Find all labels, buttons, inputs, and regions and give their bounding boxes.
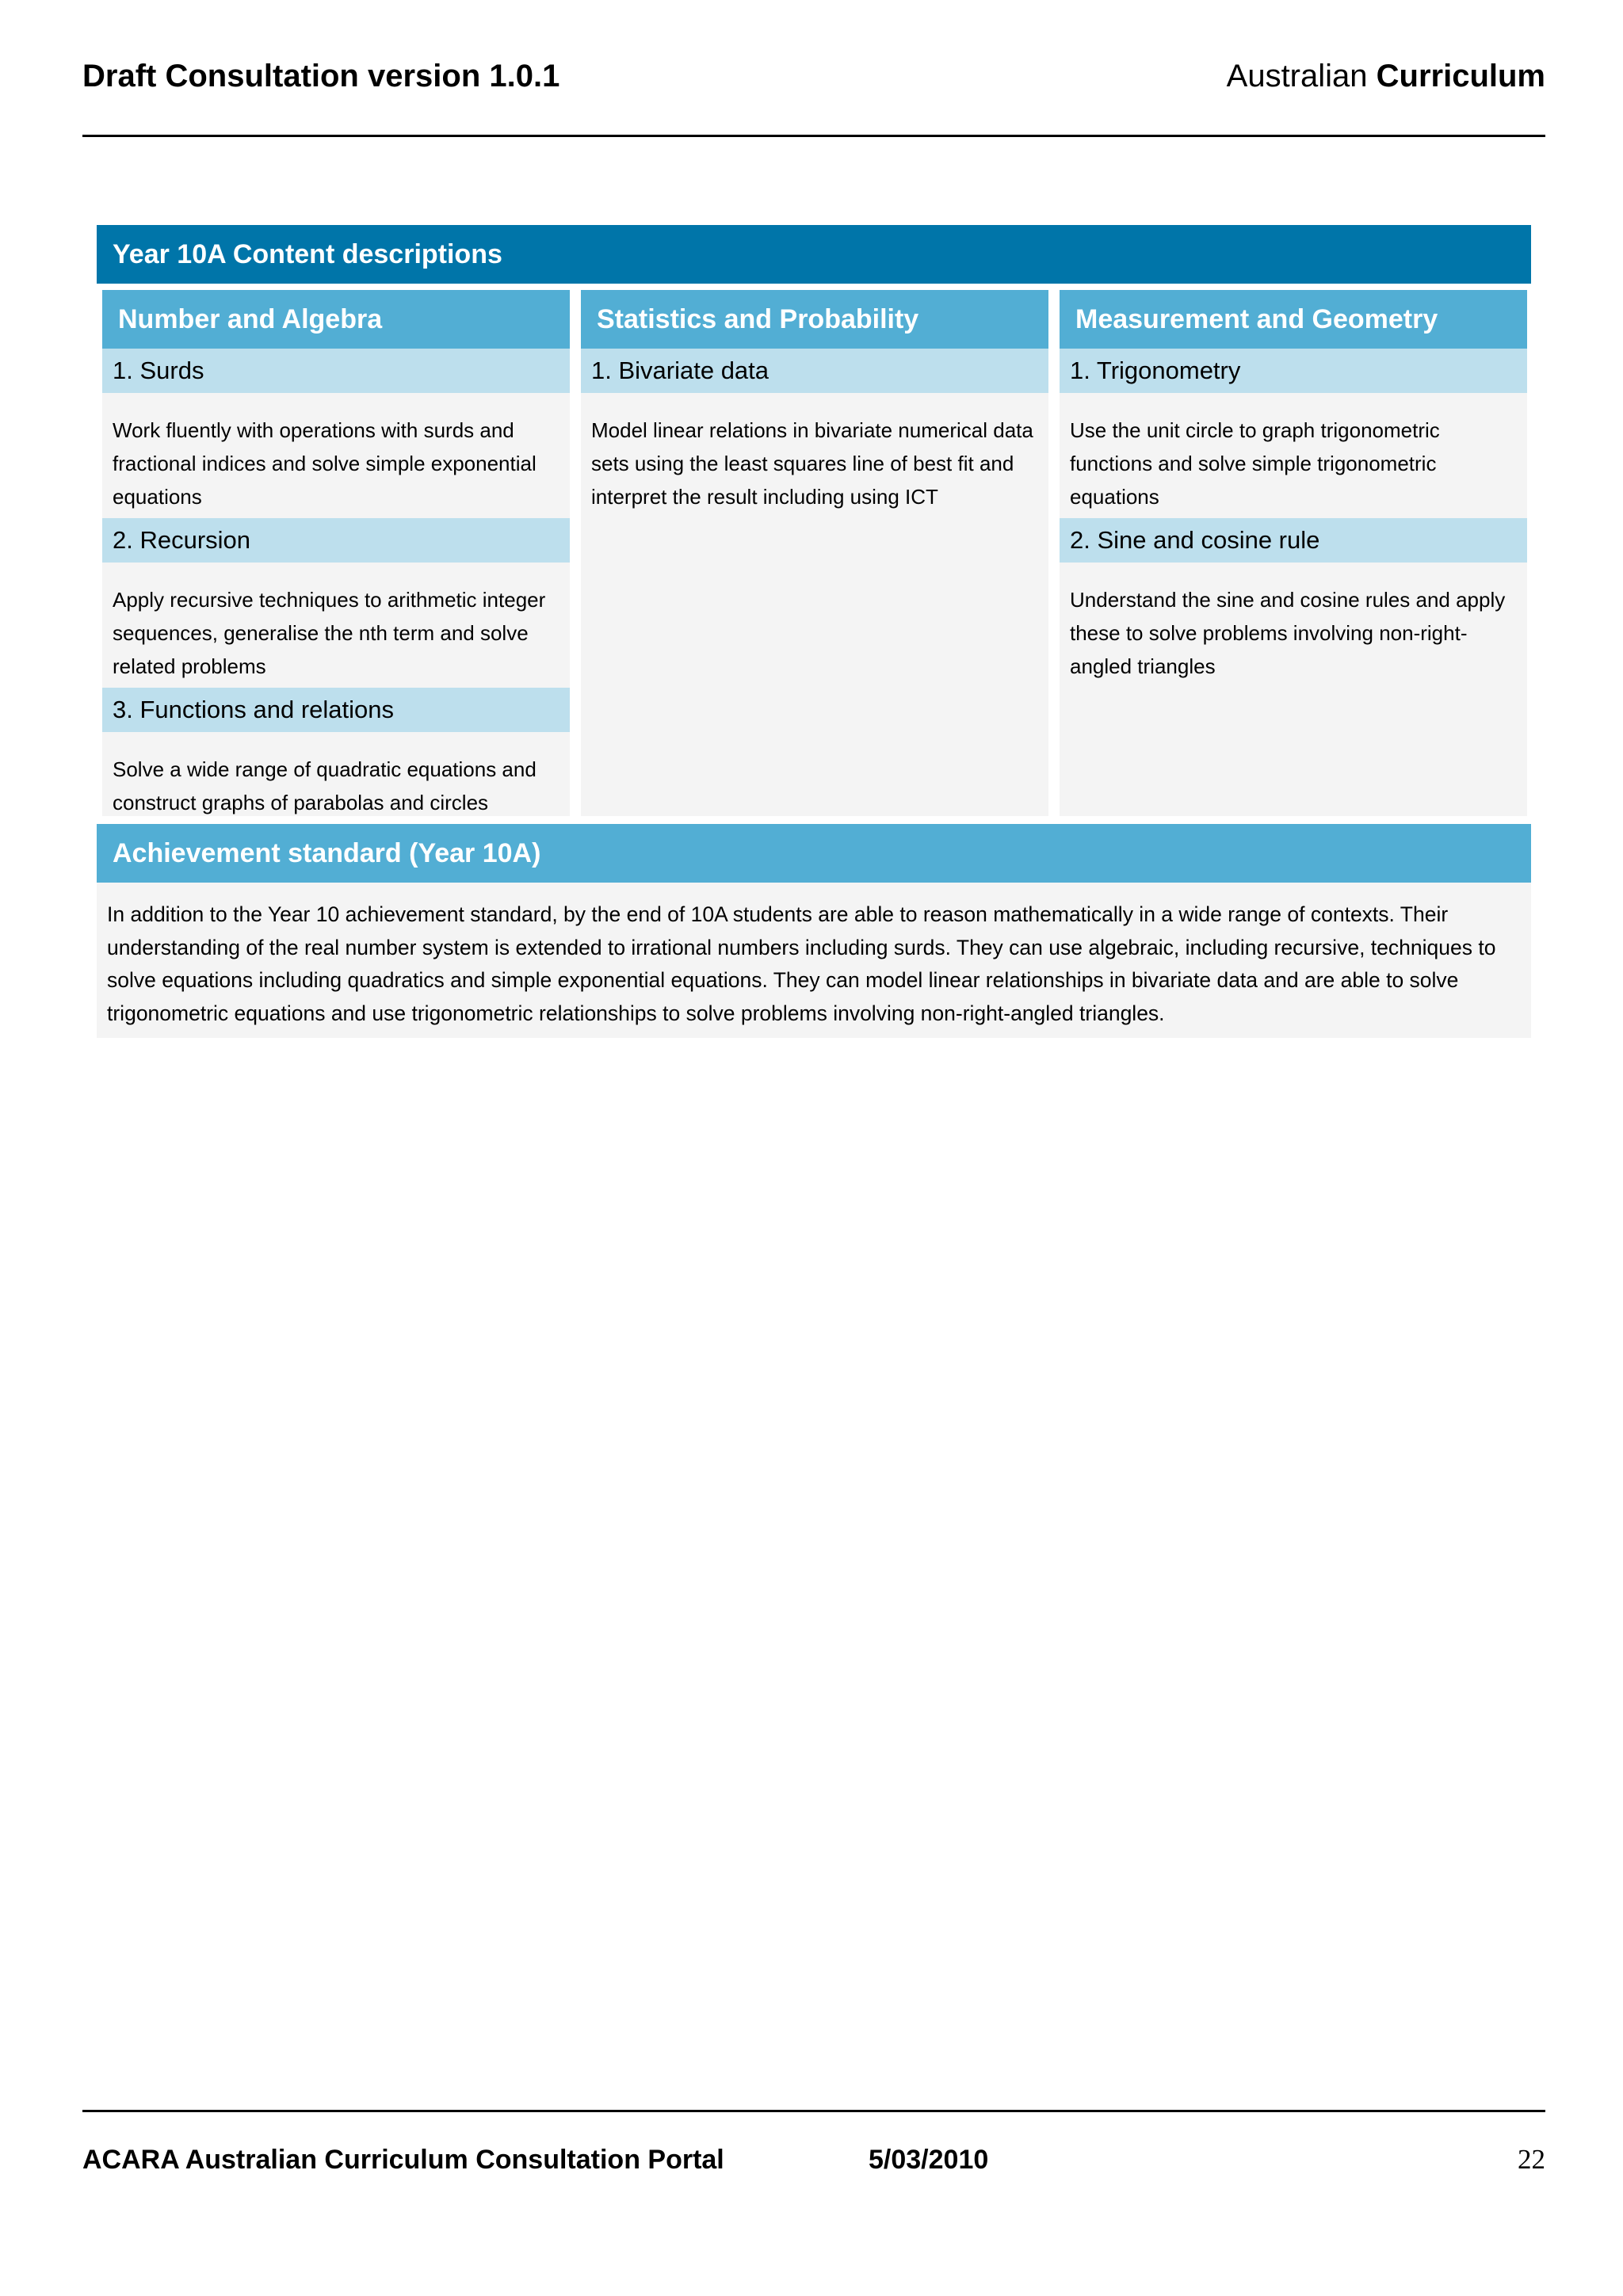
topic-label: 1. Surds [102,349,570,393]
achievement-standard-panel [97,824,1531,1038]
topic-label: 2. Sine and cosine rule [1060,518,1527,563]
footer-rule [82,2110,1545,2112]
topic-label: 1. Bivariate data [581,349,1048,393]
page-number: 22 [1518,2144,1545,2175]
brand-word-plain: Australian [1226,59,1368,93]
topic-description: Solve a wide range of quadratic equations and construct graphs of parabolas and circles [113,757,537,814]
topic-description: Model linear relations in bivariate numerical data sets using the least squares line of best fit and interpret the result including using ICT [591,418,1033,509]
curriculum-brand [1227,55,1545,97]
achievement-standard-text: In addition to the Year 10 achievement standard, by the end of 10A students are able to reason mathematically in a wide range of contexts. Their understanding of the real number system is extended to irrational numbers including surds. They can use algebraic, including recursive, techniques to solve equations including quadratics and simple exponential equations. They can model linear relationships in bivariate data and are able to solve trigonometric equations and use trigonometric relationships to solve problems involving non-right-angled triangles. [107,902,1496,1025]
strand-heading: Statistics and Probability [581,290,1048,349]
topic-label: 2. Recursion [102,518,570,563]
strand-column-number-algebra [102,290,570,816]
topic-description: Work fluently with operations with surds and fractional indices and solve simple exponential equations [113,418,537,509]
strand-column-measurement-geometry [1060,290,1527,816]
footer-date: 5/03/2010 [869,2145,989,2175]
topic-label: 3. Functions and relations [102,688,570,732]
footer-portal-name: ACARA Australian Curriculum Consultation Portal [82,2145,724,2175]
topic-description: Understand the sine and cosine rules and apply these to solve problems involving non-right-angled triangles [1070,588,1506,678]
brand-word-bold: Curriculum [1376,59,1545,93]
topic-description: Apply recursive techniques to arithmetic integer sequences, generalise the nth term and solve related problems [113,588,546,678]
document-version-title: Draft Consultation version 1.0.1 [82,59,560,93]
achievement-standard-heading: Achievement standard (Year 10A) [97,824,1531,883]
strand-heading: Measurement and Geometry [1060,290,1527,349]
topic-label: 1. Trigonometry [1060,349,1527,393]
strand-heading: Number and Algebra [102,290,570,349]
header-rule [82,135,1545,137]
content-descriptions-title: Year 10A Content descriptions [97,225,1531,284]
topic-description: Use the unit circle to graph trigonometric functions and solve simple trigonometric equations [1070,418,1440,509]
content-descriptions-panel [97,225,1531,816]
strand-column-statistics-probability [581,290,1048,816]
strand-columns [97,284,1531,816]
